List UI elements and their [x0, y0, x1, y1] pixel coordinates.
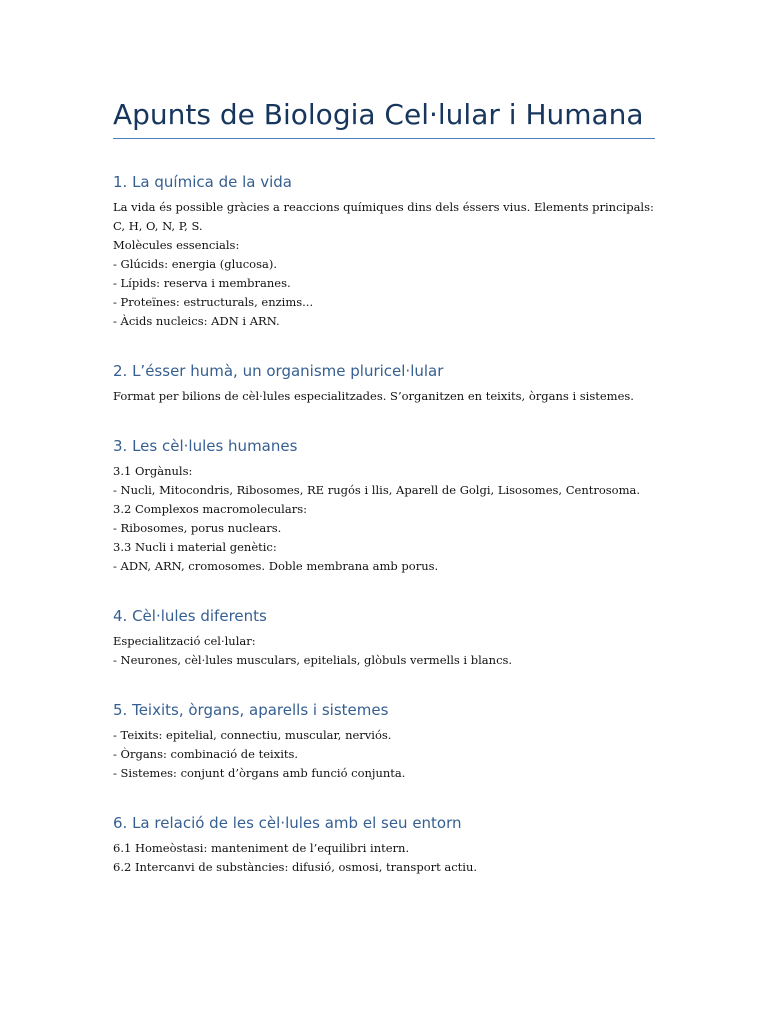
body-line: 3.3 Nucli i material genètic: — [113, 540, 277, 554]
body-line: Especialització cel·lular: — [113, 634, 256, 648]
body-line: - Proteïnes: estructurals, enzims... — [113, 295, 314, 309]
document-page — [113, 94, 655, 877]
body-line: C, H, O, N, P, S. — [113, 219, 203, 233]
body-line: - ADN, ARN, cromosomes. Doble membrana amb porus. — [113, 559, 439, 573]
body-line: La vida és possible gràcies a reaccions químiques dins dels éssers vius. Elements principals: — [113, 200, 654, 214]
body-line: 6.2 Intercanvi de substàncies: difusió, osmosi, transport actiu. — [113, 860, 478, 874]
body-line: - Òrgans: combinació de teixits. — [113, 747, 299, 761]
section-body — [113, 839, 655, 877]
section-heading: 1. La química de la vida — [113, 173, 292, 191]
body-line: - Neurones, cèl·lules musculars, epitelials, glòbuls vermells i blancs. — [113, 653, 513, 667]
section-2 — [113, 361, 655, 406]
section-heading: 4. Cèl·lules diferents — [113, 607, 267, 625]
body-line: Molècules essencials: — [113, 238, 240, 252]
body-line: 3.1 Orgànuls: — [113, 464, 193, 478]
section-heading: 3. Les cèl·lules humanes — [113, 437, 298, 455]
section-body — [113, 387, 655, 406]
section-heading: 5. Teixits, òrgans, aparells i sistemes — [113, 701, 389, 719]
section-5 — [113, 700, 655, 783]
section-6 — [113, 813, 655, 877]
section-body — [113, 198, 655, 331]
body-line: - Sistemes: conjunt d’òrgans amb funció conjunta. — [113, 766, 406, 780]
body-line: - Ribosomes, porus nuclears. — [113, 521, 282, 535]
body-line: - Teixits: epitelial, connectiu, muscular, nerviós. — [113, 728, 392, 742]
section-body — [113, 726, 655, 783]
section-heading: 6. La relació de les cèl·lules amb el seu entorn — [113, 814, 462, 832]
body-line: - Lípids: reserva i membranes. — [113, 276, 291, 290]
section-body — [113, 462, 655, 576]
title-underline — [113, 138, 655, 139]
section-heading: 2. L’ésser humà, un organisme pluricel·lular — [113, 362, 444, 380]
body-line: - Glúcids: energia (glucosa). — [113, 257, 277, 271]
body-line: 3.2 Complexos macromoleculars: — [113, 502, 307, 516]
body-line: Format per bilions de cèl·lules especialitzades. S’organitzen en teixits, òrgans i sistemes. — [113, 389, 634, 403]
sections-container — [113, 172, 655, 877]
section-1 — [113, 172, 655, 331]
section-body — [113, 632, 655, 670]
document-title: Apunts de Biologia Cel·lular i Humana — [113, 98, 644, 131]
body-line: 6.1 Homeòstasi: manteniment de l’equilibri intern. — [113, 841, 410, 855]
body-line: - Nucli, Mitocondris, Ribosomes, RE rugós i llis, Aparell de Golgi, Lisosomes, Centrosoma. — [113, 483, 641, 497]
section-3 — [113, 436, 655, 576]
body-line: - Àcids nucleics: ADN i ARN. — [113, 314, 280, 328]
section-4 — [113, 606, 655, 670]
